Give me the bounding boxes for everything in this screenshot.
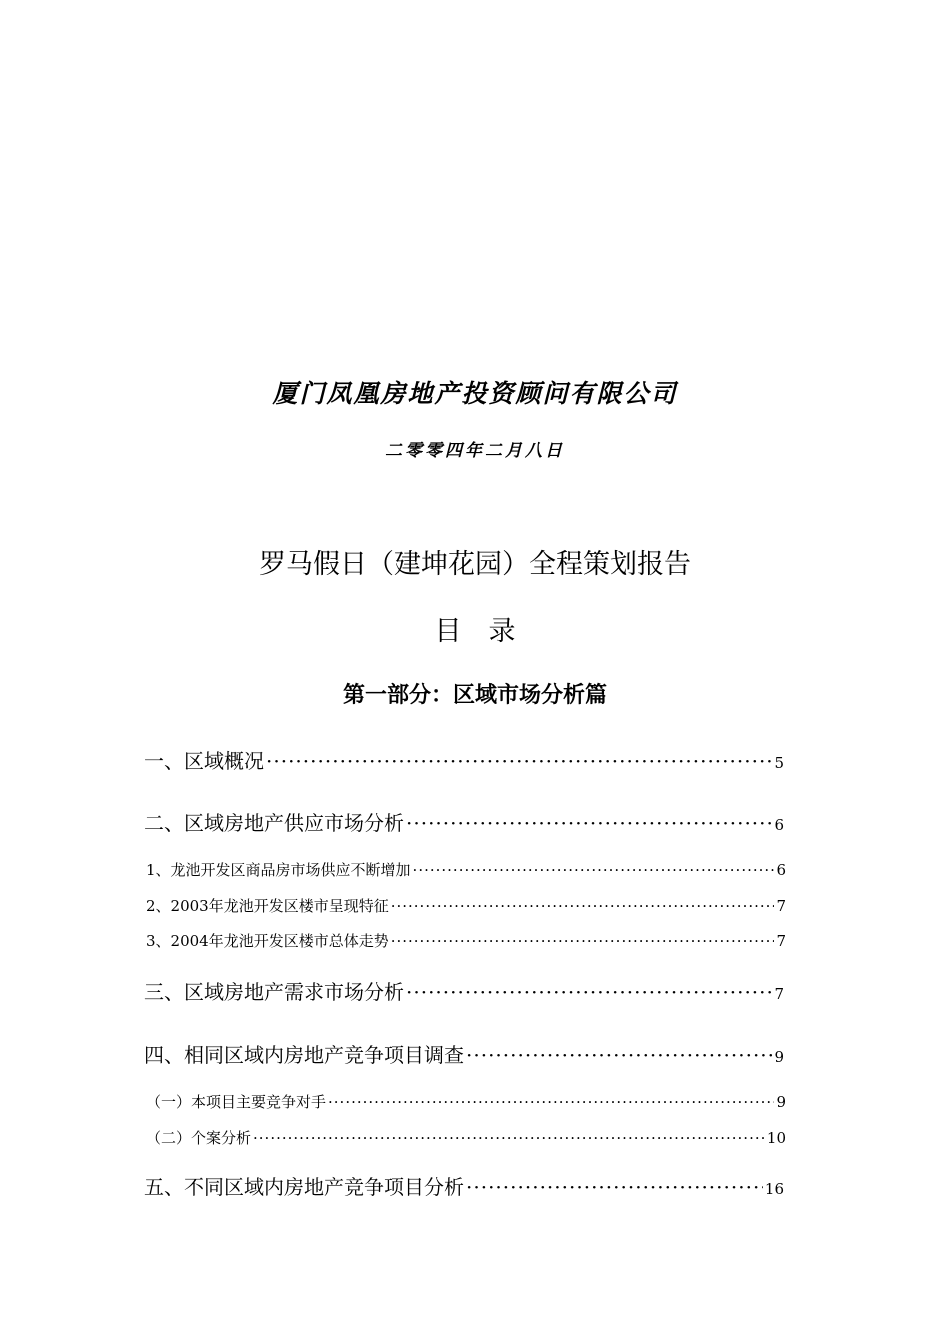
toc-entry-page: 6	[776, 861, 786, 879]
toc-leader-dots	[328, 1093, 774, 1111]
toc-entry-5[interactable]	[144, 1171, 784, 1200]
toc-entry-4[interactable]	[144, 1039, 784, 1068]
toc-entry-page: 6	[774, 816, 784, 834]
report-date: 二零零四年二月八日	[385, 441, 565, 461]
toc-leader-dots	[406, 980, 772, 1004]
toc-entry-page: 7	[776, 897, 786, 915]
toc-entry-4-2[interactable]	[146, 1127, 786, 1148]
toc-leader-dots	[391, 932, 775, 950]
company-name: 厦门凤凰房地产投资顾问有限公司	[272, 379, 678, 408]
toc-entry-label: 1、龙池开发区商品房市场供应不断增加	[146, 861, 411, 879]
report-title: 罗马假日（建坤花园）全程策划报告	[259, 549, 691, 580]
toc-entry-4-1[interactable]	[146, 1091, 786, 1112]
toc-entry-3[interactable]	[144, 976, 784, 1005]
toc-entry-1[interactable]	[144, 745, 784, 774]
toc-leader-dots	[253, 1129, 765, 1147]
toc-entry-page: 5	[774, 754, 784, 772]
toc-entry-page: 7	[774, 985, 784, 1003]
toc-leader-dots	[391, 897, 775, 915]
toc-entry-label: 2、2003年龙池开发区楼市呈现特征	[146, 897, 389, 915]
toc-entry-label: 二、区域房地产供应市场分析	[144, 811, 404, 835]
toc-entry-2-1[interactable]	[146, 859, 786, 880]
toc-entry-label: 三、区域房地产需求市场分析	[144, 980, 404, 1004]
toc-entry-label: 一、区域概况	[144, 749, 264, 773]
toc-entry-2-2[interactable]	[146, 895, 786, 916]
toc-leader-dots	[466, 1043, 772, 1067]
toc-entry-page: 9	[776, 1093, 786, 1111]
toc-entry-page: 16	[764, 1180, 784, 1198]
toc-entry-2-3[interactable]	[146, 930, 786, 951]
toc-heading: 目 录	[434, 616, 516, 647]
toc-entry-2[interactable]	[144, 807, 784, 836]
toc-leader-dots	[406, 811, 772, 835]
toc-entry-page: 7	[776, 932, 786, 950]
toc-leader-dots	[266, 749, 772, 773]
toc-leader-dots	[413, 861, 775, 879]
toc-leader-dots	[466, 1175, 763, 1199]
toc-entry-page: 9	[774, 1048, 784, 1066]
toc-entry-label: （二）个案分析	[146, 1129, 252, 1147]
toc-entry-label: （一）本项目主要竞争对手	[146, 1093, 327, 1111]
toc-entry-label: 3、2004年龙池开发区楼市总体走势	[146, 932, 389, 950]
toc-entry-label: 五、不同区域内房地产竞争项目分析	[144, 1175, 464, 1199]
part-heading: 第一部分：区域市场分析篇	[342, 683, 607, 708]
toc-entry-page: 10	[766, 1129, 786, 1147]
toc-entry-label: 四、相同区域内房地产竞争项目调查	[144, 1043, 464, 1067]
